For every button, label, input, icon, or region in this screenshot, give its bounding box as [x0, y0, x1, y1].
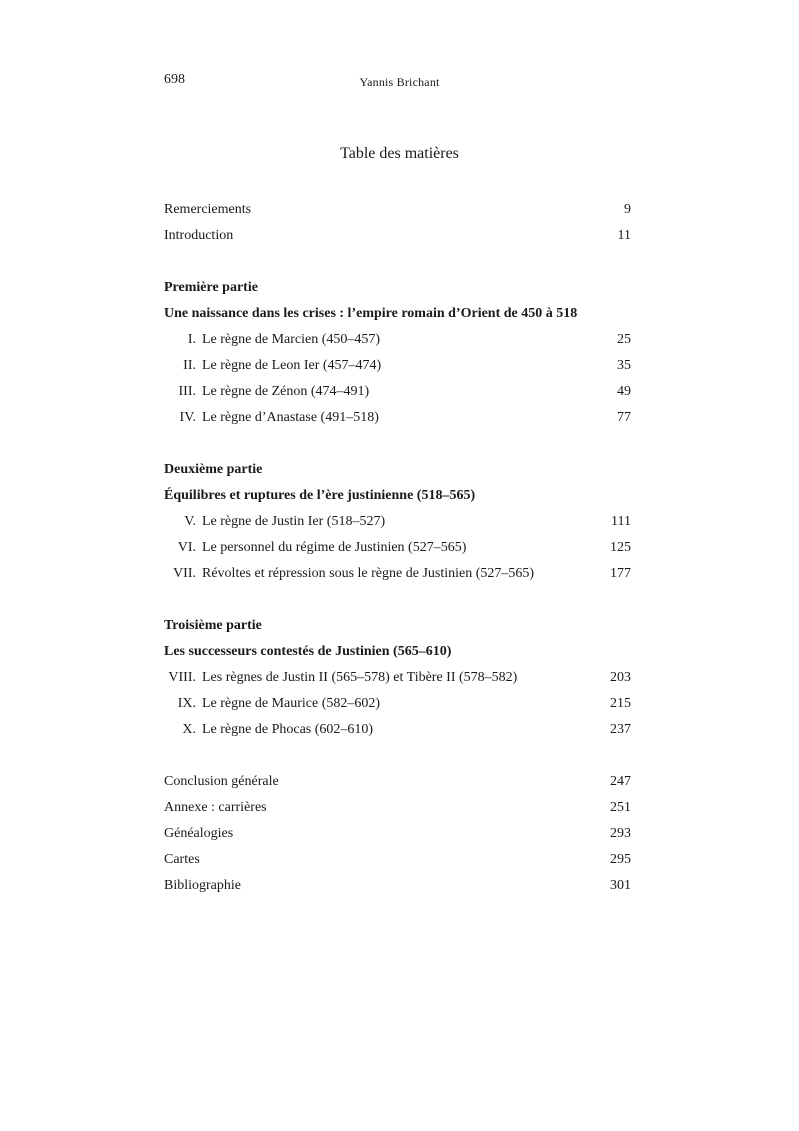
chapter-number: IX.: [177, 696, 196, 711]
toc-chapter[interactable]: [164, 405, 631, 431]
running-head: Yannis Brichant: [359, 75, 440, 89]
chapter-title: Le règne d’Anastase (491–518): [202, 410, 379, 425]
toc-chapter[interactable]: [164, 379, 631, 405]
toc-entry-page: 293: [610, 826, 631, 841]
part-label: [164, 457, 631, 483]
toc-entry-page: 247: [610, 774, 631, 789]
toc-entry-page: 251: [610, 800, 631, 815]
toc-entry-conclusion[interactable]: [164, 769, 631, 795]
part-title: [164, 483, 631, 509]
chapter-page: 25: [617, 332, 631, 347]
chapter-title: Le règne de Zénon (474–491): [202, 384, 370, 399]
chapter-page: 35: [617, 358, 631, 373]
toc-entry-cartes[interactable]: [164, 847, 631, 873]
chapter-title: Le personnel du régime de Justinien (527–565): [202, 540, 467, 555]
toc-entry-page: 11: [617, 228, 631, 243]
chapter-number: X.: [182, 722, 196, 737]
part-label-text: Première partie: [164, 280, 258, 295]
toc-entry-label: Bibliographie: [164, 878, 241, 893]
chapter-number: VII.: [173, 566, 196, 581]
part-title-text: Une naissance dans les crises : l’empire romain d’Orient de 450 à 518: [164, 306, 578, 321]
chapter-number: III.: [178, 384, 196, 399]
table-of-contents: [164, 197, 631, 899]
toc-entry-label: Remerciements: [164, 202, 252, 217]
chapter-page: 77: [617, 410, 631, 425]
part-title: [164, 301, 631, 327]
toc-entry-label: Annexe : carrières: [164, 800, 267, 815]
chapter-page: 203: [610, 670, 631, 685]
chapter-number: VIII.: [168, 670, 196, 685]
chapter-number: V.: [184, 514, 196, 529]
chapter-number: VI.: [177, 540, 196, 555]
part-label-text: Troisième partie: [164, 618, 262, 633]
toc-entry-genealogies[interactable]: [164, 821, 631, 847]
toc-entry-page: 9: [624, 202, 631, 217]
toc-chapter[interactable]: [164, 535, 631, 561]
page-title: Table des matières: [340, 145, 459, 162]
chapter-title: Le règne de Leon Ier (457–474): [202, 358, 382, 373]
chapter-title: Le règne de Justin Ier (518–527): [202, 514, 386, 529]
part-title: [164, 639, 631, 665]
toc-entry-label: Cartes: [164, 852, 200, 867]
toc-entry-remerciements[interactable]: [164, 197, 631, 223]
toc-entry-annexe[interactable]: [164, 795, 631, 821]
toc-chapter[interactable]: [164, 327, 631, 353]
chapter-title: Révoltes et répression sous le règne de Justinien (527–565): [202, 566, 535, 581]
toc-entry-page: 295: [610, 852, 631, 867]
toc-chapter[interactable]: [164, 665, 631, 691]
part-title-text: Les successeurs contestés de Justinien (565–610): [164, 644, 452, 659]
toc-entry-introduction[interactable]: [164, 223, 631, 249]
toc-chapter[interactable]: [164, 509, 631, 535]
chapter-title: Les règnes de Justin II (565–578) et Tibère II (578–582): [202, 670, 518, 685]
chapter-page: 49: [617, 384, 631, 399]
part-label: [164, 613, 631, 639]
part-title-text: Équilibres et ruptures de l’ère justinienne (518–565): [164, 488, 476, 503]
chapter-title: Le règne de Marcien (450–457): [202, 332, 381, 347]
toc-entry-bibliographie[interactable]: [164, 873, 631, 899]
toc-chapter[interactable]: [164, 691, 631, 717]
page-number: 698: [164, 72, 185, 87]
chapter-number: IV.: [179, 410, 196, 425]
chapter-number: I.: [187, 332, 196, 347]
chapter-title: Le règne de Phocas (602–610): [202, 722, 374, 737]
chapter-title: Le règne de Maurice (582–602): [202, 696, 381, 711]
part-label-text: Deuxième partie: [164, 462, 263, 477]
chapter-page: 111: [611, 514, 631, 529]
toc-entry-label: Conclusion générale: [164, 774, 279, 789]
chapter-page: 125: [610, 540, 631, 555]
toc-entry-label: Introduction: [164, 228, 234, 243]
chapter-page: 177: [610, 566, 631, 581]
part-label: [164, 275, 631, 301]
toc-chapter[interactable]: [164, 561, 631, 587]
toc-chapter[interactable]: [164, 717, 631, 743]
toc-chapter[interactable]: [164, 353, 631, 379]
chapter-page: 237: [610, 722, 631, 737]
toc-entry-page: 301: [610, 878, 631, 893]
toc-entry-label: Généalogies: [164, 826, 234, 841]
chapter-page: 215: [610, 696, 631, 711]
chapter-number: II.: [183, 358, 196, 373]
